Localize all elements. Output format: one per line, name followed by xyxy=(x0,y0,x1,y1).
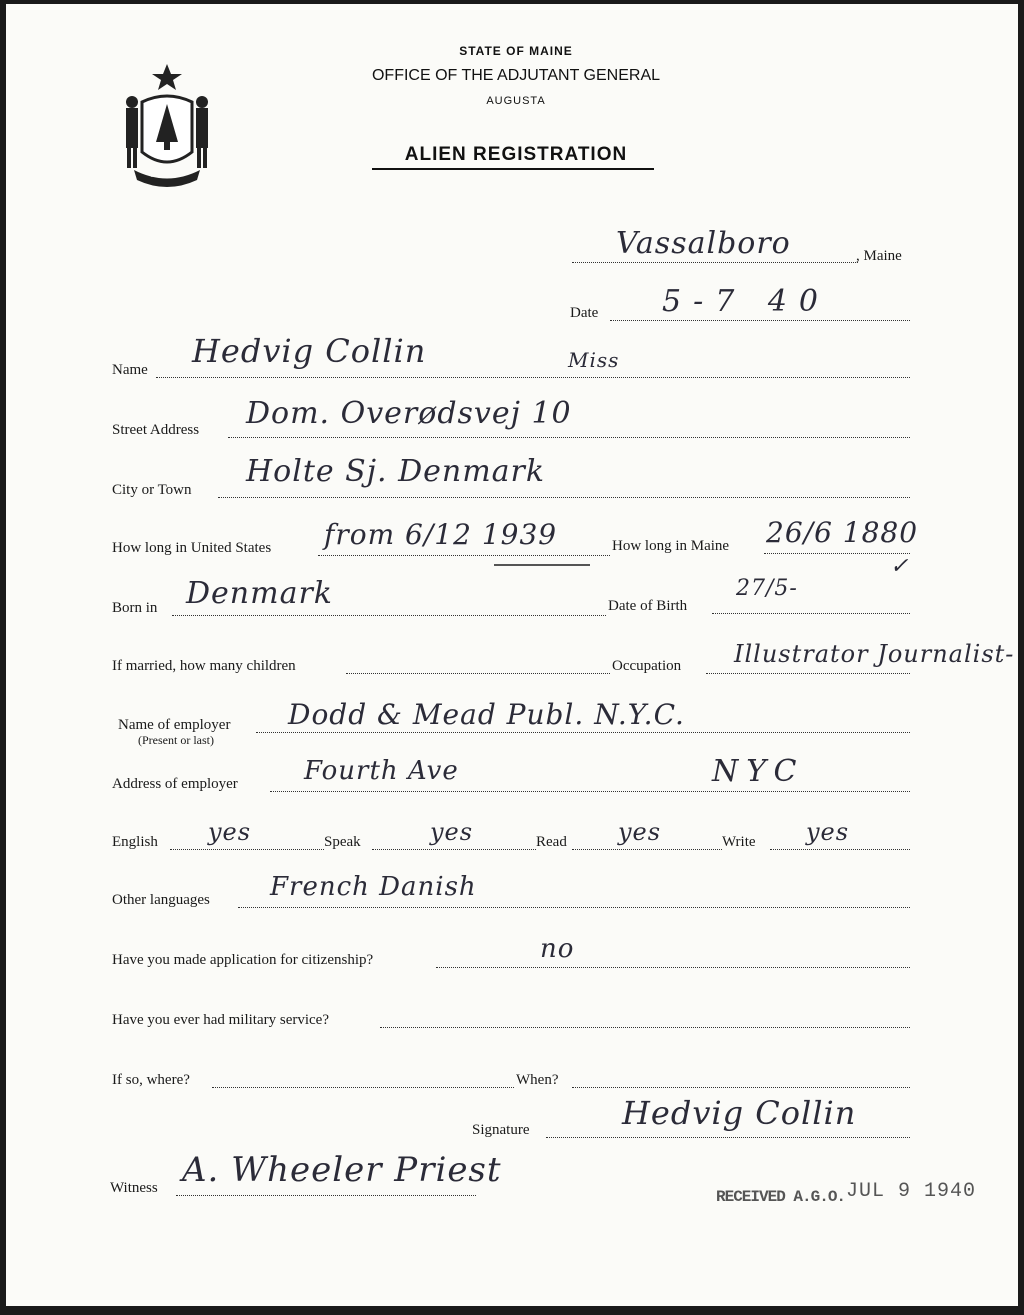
occupation-label: Occupation xyxy=(612,658,682,674)
english-value: yes xyxy=(208,818,252,846)
page-title: ALIEN REGISTRATION xyxy=(404,144,628,165)
received-stamp-date: JUL 9 1940 xyxy=(846,1180,977,1203)
dob-value: 27/5- xyxy=(736,576,798,601)
date-value: 5-7 40 xyxy=(662,284,831,319)
maine-duration-label: How long in Maine xyxy=(612,538,730,554)
us-duration-underline xyxy=(494,564,590,566)
name-label: Name xyxy=(112,362,148,378)
maine-duration-value: 26/6 1880 xyxy=(766,516,919,549)
employer-label: Name of employer xyxy=(118,717,231,733)
occupation-value: Illustrator Journalist- xyxy=(734,640,1015,668)
seal-banner-text: MAINE xyxy=(151,170,179,180)
read-label: Read xyxy=(536,834,567,850)
header-city: AUGUSTA xyxy=(486,95,546,107)
check-mark: ✓ xyxy=(890,554,910,579)
street-label: Street Address xyxy=(112,422,200,438)
speak-label: Speak xyxy=(324,834,361,850)
write-label: Write xyxy=(722,834,756,850)
us-duration-label: How long in United States xyxy=(112,540,272,556)
title-value: Miss xyxy=(568,348,620,372)
city-value: Holte Sj. Denmark xyxy=(246,454,546,489)
employer-city-value: NYC xyxy=(712,754,805,789)
other-languages-value: French Danish xyxy=(270,872,477,902)
date-label: Date xyxy=(570,305,599,321)
signature-label: Signature xyxy=(472,1122,530,1138)
write-value: yes xyxy=(806,818,850,846)
signature-value: Hedvig Collin xyxy=(622,1094,857,1132)
english-label: English xyxy=(112,834,158,850)
speak-value: yes xyxy=(430,818,474,846)
header-office: OFFICE OF THE ADJUTANT GENERAL xyxy=(371,67,661,84)
received-stamp-label: RECEIVED A.G.O. xyxy=(716,1188,846,1206)
witness-label: Witness xyxy=(110,1180,158,1196)
employer-value: Dodd & Mead Publ. N.Y.C. xyxy=(288,698,685,731)
citizenship-label: Have you made application for citizenship? xyxy=(112,952,374,968)
children-label: If married, how many children xyxy=(112,658,296,674)
born-label: Born in xyxy=(112,600,158,616)
born-value: Denmark xyxy=(186,576,333,611)
read-value: yes xyxy=(618,818,662,846)
other-languages-label: Other languages xyxy=(112,892,210,908)
name-value: Hedvig Collin xyxy=(192,332,427,370)
employer-address-value: Fourth Ave xyxy=(304,756,459,786)
city-label: City or Town xyxy=(112,482,192,498)
where-label: If so, where? xyxy=(112,1072,190,1088)
military-label: Have you ever had military service? xyxy=(112,1012,329,1028)
us-duration-value: from 6/12 1939 xyxy=(324,518,558,551)
town-value: Vassalboro xyxy=(616,226,791,261)
dob-label: Date of Birth xyxy=(608,598,688,614)
street-value: Dom. Overødsvej 10 xyxy=(246,396,572,431)
employer-address-label: Address of employer xyxy=(112,776,238,792)
when-label: When? xyxy=(516,1072,559,1088)
citizenship-value: no xyxy=(540,934,575,964)
title-underline xyxy=(372,168,654,170)
witness-value: A. Wheeler Priest xyxy=(182,1150,502,1190)
registration-form xyxy=(6,4,1018,1306)
employer-sublabel: (Present or last) xyxy=(138,733,214,747)
header-state: STATE OF MAINE xyxy=(459,44,573,58)
state-suffix: , Maine xyxy=(856,248,902,264)
